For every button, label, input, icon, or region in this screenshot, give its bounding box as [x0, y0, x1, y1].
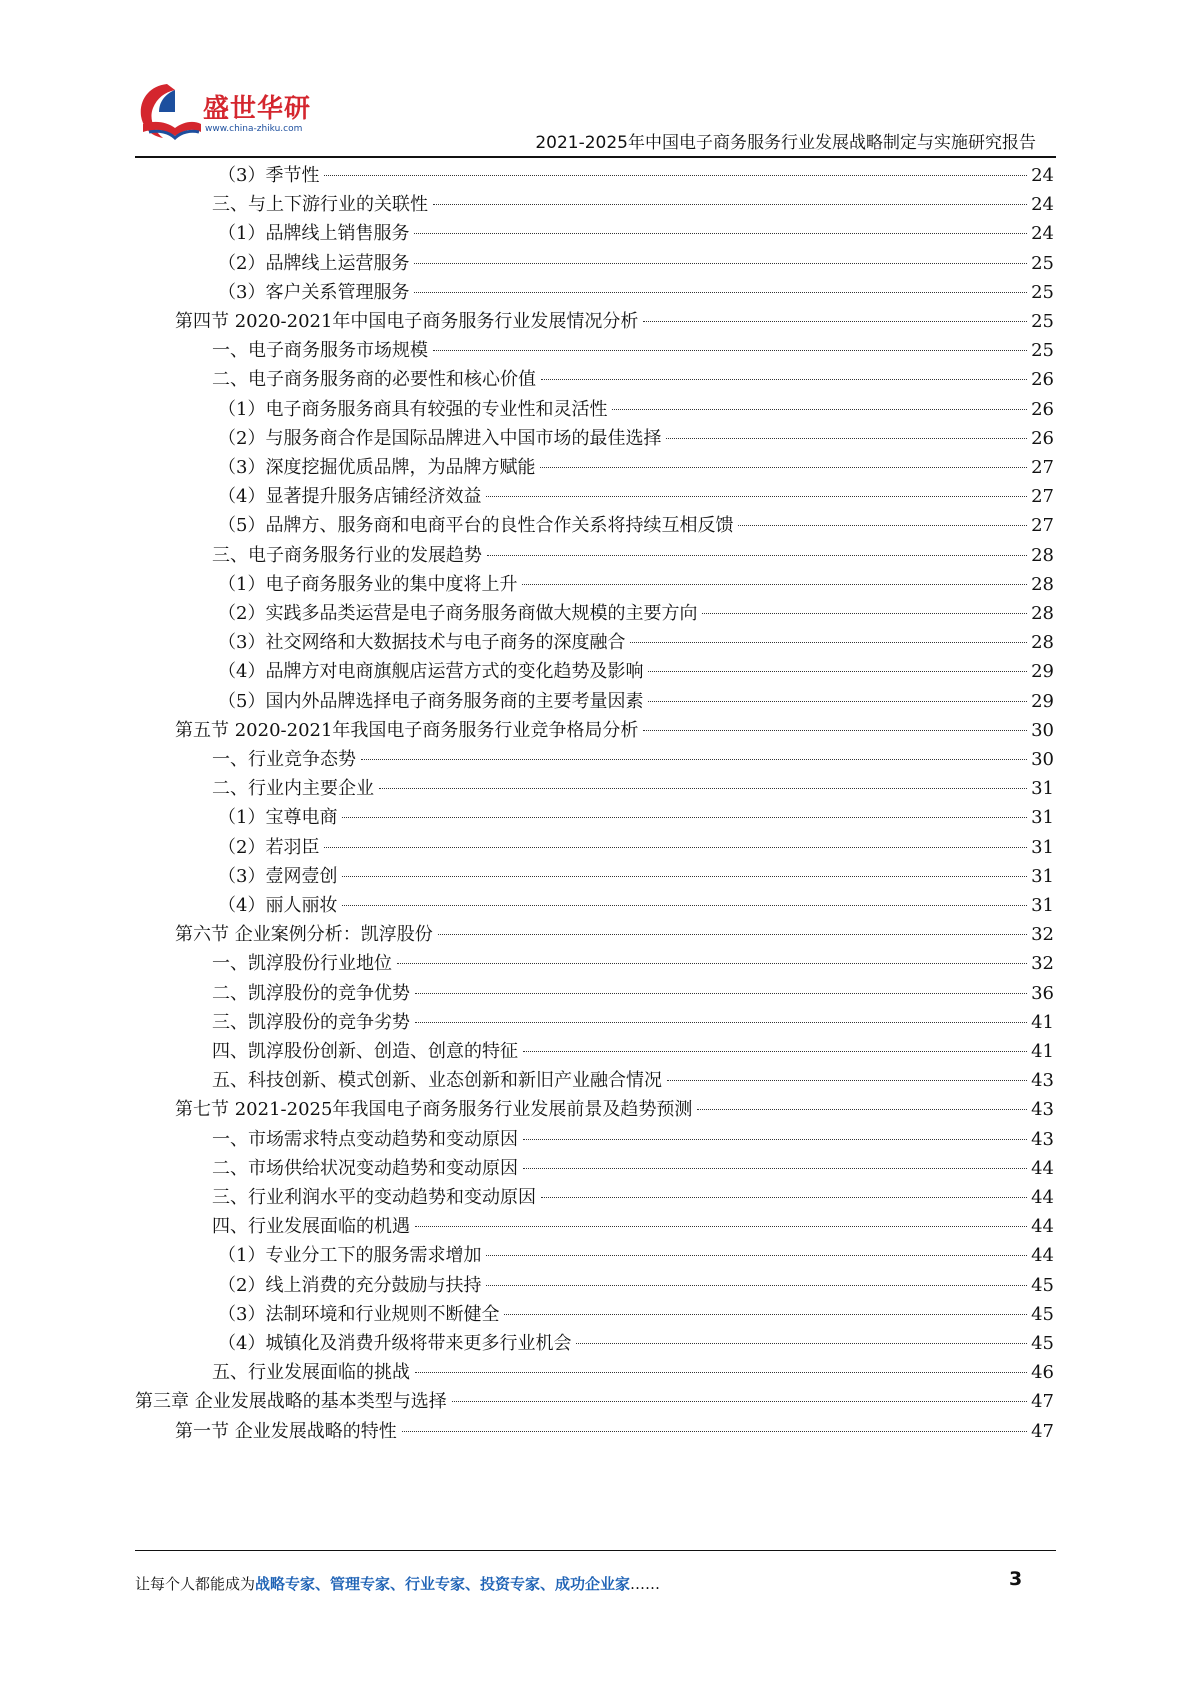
toc-dot-leader: [415, 993, 1027, 994]
toc-dot-leader: [667, 1080, 1027, 1081]
toc-dot-leader: [612, 409, 1027, 410]
toc-entry-page: 30: [1031, 749, 1054, 770]
toc-entry-page: 44: [1031, 1187, 1054, 1208]
toc-entry-label: 五、科技创新、模式创新、业态创新和新旧产业融合情况: [212, 1070, 662, 1092]
toc-entry[interactable]: [175, 1094, 1054, 1125]
toc-entry-label: （2）实践多品类运营是电子商务服务商做大规模的主要方向: [218, 603, 698, 624]
company-logo: [135, 80, 315, 150]
logo-emblem-icon: [135, 80, 205, 146]
toc-entry-page: 41: [1031, 1041, 1054, 1062]
toc-dot-leader: [452, 1401, 1027, 1402]
toc-entry[interactable]: [212, 1065, 1054, 1096]
toc-entry-page: 44: [1031, 1157, 1054, 1179]
toc-entry[interactable]: [212, 744, 1054, 775]
toc-entry[interactable]: [135, 1386, 1054, 1417]
toc-dot-leader: [541, 379, 1027, 380]
toc-dot-leader: [402, 1431, 1027, 1432]
toc-entry-label: （4）显著提升服务店铺经济效益: [218, 486, 482, 508]
toc-entry[interactable]: [218, 423, 1054, 454]
toc-entry-page: 30: [1031, 719, 1054, 741]
toc-entry-page: 25: [1031, 340, 1054, 362]
toc-dot-leader: [523, 1139, 1027, 1140]
toc-entry-page: 27: [1031, 457, 1054, 478]
toc-entry-page: 26: [1031, 398, 1054, 420]
toc-entry-page: 26: [1031, 369, 1054, 391]
toc-entry-label: （4）丽人丽妆: [218, 895, 338, 916]
toc-entry-label: 三、行业利润水平的变动趋势和变动原因: [212, 1187, 536, 1208]
toc-entry[interactable]: [175, 715, 1054, 746]
toc-entry[interactable]: [212, 364, 1054, 395]
toc-entry[interactable]: [175, 919, 1054, 950]
toc-entry-label: （3）社交网络和大数据技术与电子商务的深度融合: [218, 632, 626, 654]
toc-entry-page: 45: [1031, 1274, 1054, 1296]
toc-dot-leader: [415, 1022, 1027, 1023]
toc-entry-page: 44: [1031, 1216, 1054, 1238]
footer-slogan-suffix: ……: [630, 1575, 661, 1593]
toc-dot-leader: [361, 759, 1027, 760]
toc-entry[interactable]: [218, 481, 1054, 512]
toc-dot-leader: [415, 1372, 1027, 1373]
footer-slogan: [135, 1573, 660, 1594]
toc-entry-label: 二、行业内主要企业: [212, 778, 374, 800]
toc-entry-page: 36: [1031, 982, 1054, 1004]
toc-entry[interactable]: [212, 978, 1054, 1009]
toc-entry-label: （3）深度挖掘优质品牌，为品牌方赋能: [218, 457, 536, 478]
toc-entry-label: （2）与服务商合作是国际品牌进入中国市场的最佳选择: [218, 427, 662, 449]
toc-entry-label: （3）客户关系管理服务: [218, 281, 410, 303]
toc-dot-leader: [342, 817, 1027, 818]
toc-dot-leader: [648, 671, 1027, 672]
toc-dot-leader: [415, 1226, 1027, 1227]
toc-entry-label: 第一节 企业发展战略的特性: [175, 1420, 397, 1442]
toc-entry[interactable]: [212, 189, 1054, 220]
toc-entry-page: 44: [1031, 1245, 1054, 1267]
toc-entry-page: 32: [1031, 953, 1054, 975]
toc-entry[interactable]: [212, 948, 1054, 979]
toc-entry-label: 第五节 2020-2021年我国电子商务服务行业竞争格局分析: [175, 719, 639, 741]
toc-entry[interactable]: [218, 598, 1054, 629]
toc-entry-page: 29: [1031, 690, 1054, 712]
toc-dot-leader: [324, 847, 1027, 848]
toc-entry-page: 24: [1031, 194, 1054, 216]
toc-dot-leader: [487, 555, 1027, 556]
toc-entry-page: 43: [1031, 1099, 1054, 1121]
toc-entry[interactable]: [218, 160, 1054, 191]
toc-entry-label: （2）品牌线上运营服务: [218, 252, 410, 274]
toc-entry[interactable]: [212, 1182, 1054, 1213]
toc-dot-leader: [523, 1168, 1027, 1169]
toc-dot-leader: [342, 905, 1027, 906]
toc-dot-leader: [523, 1051, 1027, 1052]
toc-dot-leader: [576, 1343, 1027, 1344]
toc-entry[interactable]: [212, 1211, 1054, 1242]
toc-entry[interactable]: [218, 890, 1054, 921]
toc-entry[interactable]: [212, 773, 1054, 804]
toc-entry-label: 一、凯淳股份行业地位: [212, 953, 392, 975]
toc-entry-page: 24: [1031, 223, 1054, 245]
toc-entry[interactable]: [212, 1357, 1054, 1388]
toc-entry-label: （4）品牌方对电商旗舰店运营方式的变化趋势及影响: [218, 661, 644, 683]
toc-dot-leader: [643, 730, 1027, 731]
footer-slogan-prefix: 让每个人都能成为: [135, 1575, 256, 1593]
toc-entry-label: （4）城镇化及消费升级将带来更多行业机会: [218, 1333, 572, 1354]
toc-entry-page: 47: [1031, 1420, 1054, 1442]
toc-entry[interactable]: [218, 277, 1054, 308]
toc-dot-leader: [522, 584, 1027, 585]
toc-entry-page: 45: [1031, 1303, 1054, 1325]
toc-entry-label: （5）国内外品牌选择电子商务服务商的主要考量因素: [218, 690, 644, 712]
toc-entry[interactable]: [212, 540, 1054, 571]
logo-url: www.china-zhiku.com: [205, 124, 303, 134]
toc-entry-page: 25: [1031, 281, 1054, 303]
toc-dot-leader: [630, 642, 1027, 643]
toc-entry[interactable]: [212, 1036, 1054, 1067]
toc-entry-page: 46: [1031, 1362, 1054, 1384]
toc-dot-leader: [486, 496, 1027, 497]
toc-entry-page: 41: [1031, 1011, 1054, 1033]
toc-dot-leader: [666, 438, 1027, 439]
toc-entry-label: 第四节 2020-2021年中国电子商务服务行业发展情况分析: [175, 311, 639, 332]
toc-entry-label: （1）专业分工下的服务需求增加: [218, 1245, 482, 1267]
toc-entry-page: 25: [1031, 252, 1054, 274]
toc-dot-leader: [541, 1197, 1027, 1198]
toc-entry-page: 26: [1031, 427, 1054, 449]
toc-entry-label: 二、市场供给状况变动趋势和变动原因: [212, 1157, 518, 1179]
toc-entry-label: （5）品牌方、服务商和电商平台的良性合作关系将持续互相反馈: [218, 515, 734, 537]
toc-entry[interactable]: [218, 802, 1054, 833]
toc-entry[interactable]: [212, 335, 1054, 366]
toc-entry[interactable]: [218, 686, 1054, 717]
toc-entry[interactable]: [218, 861, 1054, 892]
toc-dot-leader: [486, 1255, 1027, 1256]
page-header: [0, 0, 1191, 160]
toc-entry[interactable]: [218, 627, 1054, 658]
toc-dot-leader: [342, 876, 1027, 877]
toc-entry[interactable]: [175, 1416, 1054, 1447]
toc-dot-leader: [486, 1285, 1027, 1286]
toc-entry-page: 31: [1031, 865, 1054, 887]
toc-entry[interactable]: [218, 394, 1054, 425]
toc-entry[interactable]: [218, 452, 1054, 483]
toc-dot-leader: [540, 467, 1027, 468]
toc-entry-page: 29: [1031, 661, 1054, 683]
toc-dot-leader: [438, 934, 1027, 935]
toc-entry-label: （1）品牌线上销售服务: [218, 223, 410, 245]
toc-dot-leader: [414, 233, 1027, 234]
toc-dot-leader: [414, 263, 1027, 264]
toc-entry[interactable]: [218, 832, 1054, 863]
toc-entry-label: （1）宝尊电商: [218, 807, 338, 829]
toc-entry-label: （1）电子商务服务商具有较强的专业性和灵活性: [218, 398, 608, 420]
toc-entry-label: （2）若羽臣: [218, 836, 320, 858]
toc-dot-leader: [433, 350, 1027, 351]
toc-entry-label: （3）法制环境和行业规则不断健全: [218, 1303, 500, 1325]
toc-entry-page: 45: [1031, 1333, 1054, 1354]
toc-entry-label: （3）季节性: [218, 165, 320, 186]
toc-entry-label: 一、电子商务服务市场规模: [212, 340, 428, 362]
toc-entry[interactable]: [212, 1124, 1054, 1155]
footer-divider: [135, 1550, 1056, 1551]
toc-entry-label: 一、市场需求特点变动趋势和变动原因: [212, 1128, 518, 1150]
toc-entry-page: 27: [1031, 515, 1054, 537]
toc-entry-label: 三、凯淳股份的竞争劣势: [212, 1011, 410, 1033]
toc-entry[interactable]: [218, 218, 1054, 249]
toc-entry-page: 31: [1031, 836, 1054, 858]
toc-entry-label: （3）壹网壹创: [218, 865, 338, 887]
toc-dot-leader: [397, 963, 1027, 964]
page-number: 3: [1009, 1568, 1023, 1590]
toc-entry-page: 25: [1031, 311, 1054, 332]
toc-entry[interactable]: [218, 248, 1054, 279]
toc-entry-label: 第六节 企业案例分析：凯淳股份: [175, 924, 433, 946]
toc-entry-label: 五、行业发展面临的挑战: [212, 1362, 410, 1384]
toc-entry-label: 四、凯淳股份创新、创造、创意的特征: [212, 1041, 518, 1062]
toc-entry-label: 第七节 2021-2025年我国电子商务服务行业发展前景及趋势预测: [175, 1099, 693, 1121]
toc-dot-leader: [504, 1314, 1027, 1315]
toc-entry-page: 28: [1031, 544, 1054, 566]
toc-entry[interactable]: [218, 1240, 1054, 1271]
toc-entry[interactable]: [218, 656, 1054, 687]
toc-entry[interactable]: [175, 306, 1054, 337]
report-title: 2021-2025年中国电子商务服务行业发展战略制定与实施研究报告: [535, 133, 1036, 153]
toc-entry-page: 47: [1031, 1391, 1054, 1413]
toc-entry-label: 四、行业发展面临的机遇: [212, 1216, 410, 1238]
toc-entry-page: 24: [1031, 165, 1054, 186]
toc-entry-page: 28: [1031, 573, 1054, 595]
toc-entry-label: 第三章 企业发展战略的基本类型与选择: [135, 1391, 447, 1413]
toc-entry-page: 43: [1031, 1128, 1054, 1150]
toc-entry[interactable]: [218, 1299, 1054, 1330]
toc-entry-label: 二、电子商务服务商的必要性和核心价值: [212, 369, 536, 391]
logo-name: 盛世华研: [203, 94, 312, 124]
toc-entry-label: 二、凯淳股份的竞争优势: [212, 982, 410, 1004]
toc-dot-leader: [643, 321, 1027, 322]
toc-entry[interactable]: [212, 1153, 1054, 1184]
toc-dot-leader: [433, 204, 1027, 205]
toc-entry-page: 43: [1031, 1070, 1054, 1092]
toc-entry-label: （1）电子商务服务业的集中度将上升: [218, 573, 518, 595]
toc-dot-leader: [379, 788, 1027, 789]
toc-entry-page: 31: [1031, 807, 1054, 829]
toc-entry-page: 28: [1031, 603, 1054, 624]
toc-entry-label: 一、行业竞争态势: [212, 749, 356, 770]
toc-entry-label: （2）线上消费的充分鼓励与扶持: [218, 1274, 482, 1296]
toc-dot-leader: [648, 701, 1027, 702]
toc-entry-label: 三、与上下游行业的关联性: [212, 194, 428, 216]
toc-entry-page: 27: [1031, 486, 1054, 508]
toc-dot-leader: [702, 613, 1027, 614]
toc-dot-leader: [324, 175, 1027, 176]
footer-slogan-highlight: 战略专家、管理专家、行业专家、投资专家、成功企业家: [255, 1575, 631, 1593]
toc-entry[interactable]: [212, 1007, 1054, 1038]
toc-dot-leader: [697, 1109, 1027, 1110]
toc-entry-page: 28: [1031, 632, 1054, 654]
toc-entry-label: 三、电子商务服务行业的发展趋势: [212, 544, 482, 566]
toc-entry[interactable]: [218, 510, 1054, 541]
toc-entry[interactable]: [218, 1270, 1054, 1301]
toc-entry[interactable]: [218, 569, 1054, 600]
header-divider: [135, 156, 1056, 158]
toc-entry-page: 31: [1031, 778, 1054, 800]
toc-entry[interactable]: [218, 1328, 1054, 1359]
toc-entry-page: 31: [1031, 895, 1054, 916]
toc-dot-leader: [738, 525, 1027, 526]
toc-dot-leader: [414, 292, 1027, 293]
toc-entry-page: 32: [1031, 924, 1054, 946]
